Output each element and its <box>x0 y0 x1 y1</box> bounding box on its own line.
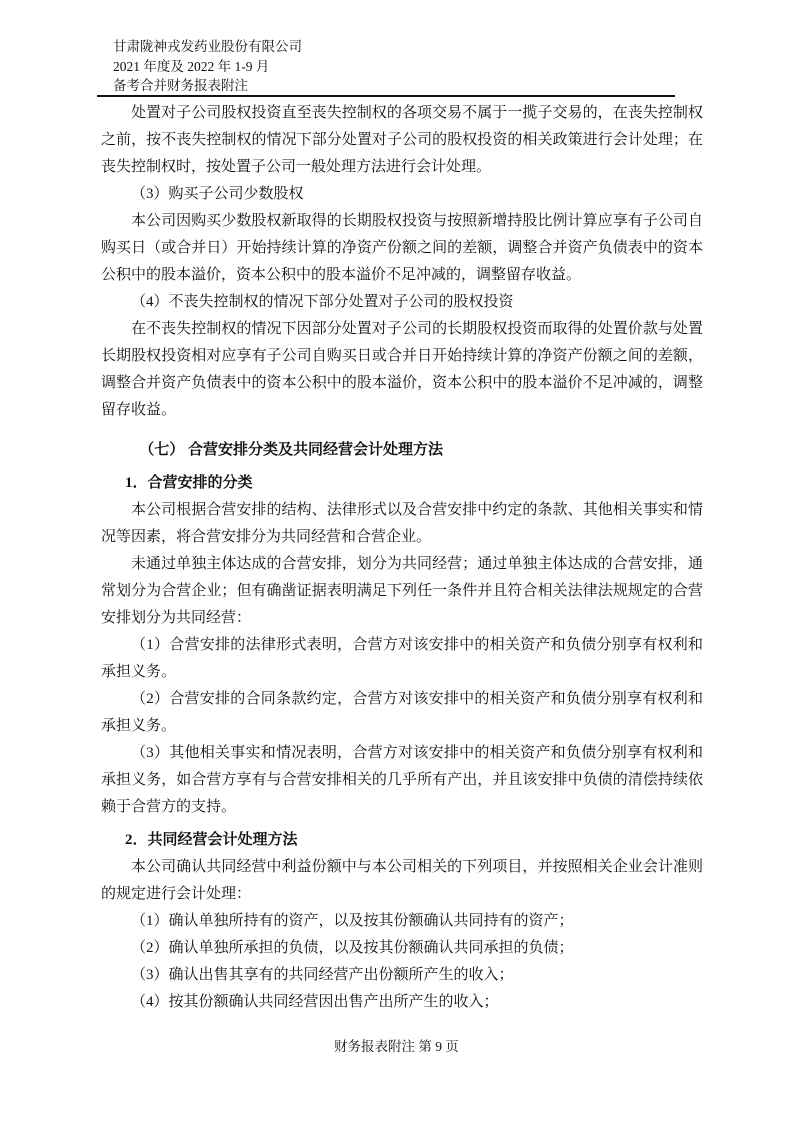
section-heading-joint-arrangement: （七） 合营安排分类及共同经营会计处理方法 <box>139 442 444 458</box>
footer-page-label: 财务报表附注 第 9 页 <box>334 1039 459 1054</box>
item-3-minority-equity-title: （3）购买子公司少数股权 <box>131 186 304 202</box>
subheading-joint-operation-accounting: 2．共同经营会计处理方法 <box>125 832 298 848</box>
document-header <box>113 37 302 96</box>
paragraph-joint-operation-intro: 本公司确认共同经营中利益份额中与本公司相关的下列项目，并按照相关企业会计准则的规定进行会计处理： <box>101 859 703 902</box>
paragraph-classification-basis: 本公司根据合营安排的结构、法律形式以及合营安排中约定的条款、其他相关事实和情况等因素，将合营安排分为共同经营和合营企业。 <box>101 502 703 545</box>
item-2-liabilities: （2）确认单独所承担的负债，以及按其份额确认共同承担的负债； <box>131 940 574 956</box>
item-4-partial-disposal-title: （4）不丧失控制权的情况下部分处置对子公司的股权投资 <box>131 294 514 310</box>
paragraph-minority-equity: 本公司因购买少数股权新取得的长期股权投资与按照新增持股比例计算应享有子公司自购买日（或合并日）开始持续计算的净资产份额之间的差额，调整合并资产负债表中的资本公积中的股本溢价，资本公积中的股本溢价不足冲减的，调整留存收益。 <box>101 213 703 283</box>
item-4-revenue-output-sale: （4）按其份额确认共同经营因出售产出所产生的收入； <box>131 994 499 1010</box>
subheading-joint-arrangement-classification: 1．合营安排的分类 <box>125 475 253 491</box>
document-body <box>101 100 703 1016</box>
paragraph-partial-disposal: 在不丧失控制权的情况下因部分处置对子公司的长期股权投资而取得的处置价款与处置长期股权投资相对应享有子公司自购买日或合并日开始持续计算的净资产份额之间的差额，调整合并资产负债表中的资本公积中的股本溢价，资本公积中的股本溢价不足冲减的，调整留存收益。 <box>101 321 703 418</box>
page-footer <box>0 1039 793 1055</box>
condition-1-legal-form: （1）合营安排的法律形式表明，合营方对该安排中的相关资产和负债分别享有权利和承担义务。 <box>101 637 703 680</box>
document-title: 备考合并财务报表附注 <box>113 78 248 93</box>
paragraph-disposal-policy: 处置对子公司股权投资直至丧失控制权的各项交易不属于一揽子交易的，在丧失控制权之前，按不丧失控制权的情况下部分处置对子公司的股权投资的相关政策进行会计处理；在丧失控制权时，按处置子公司一般处理方法进行会计处理。 <box>101 105 703 175</box>
header-divider <box>97 95 675 97</box>
paragraph-classification-rules: 未通过单独主体达成的合营安排，划分为共同经营；通过单独主体达成的合营安排，通常划分为合营企业；但有确凿证据表明满足下列任一条件并且符合相关法律法规规定的合营安排划分为共同经营： <box>101 556 703 626</box>
item-3-revenue-share-sale: （3）确认出售其享有的共同经营产出份额所产生的收入； <box>131 967 514 983</box>
item-1-assets: （1）确认单独所持有的资产，以及按其份额确认共同持有的资产； <box>131 913 574 929</box>
condition-3-other-facts: （3）其他相关事实和情况表明，合营方对该安排中的相关资产和负债分别享有权利和承担义务，如合营方享有与合营安排相关的几乎所有产出，并且该安排中负债的清偿持续依赖于合营方的支持。 <box>101 745 703 815</box>
condition-2-contract-terms: （2）合营安排的合同条款约定，合营方对该安排中的相关资产和负债分别享有权利和承担义务。 <box>101 691 703 734</box>
company-name: 甘肃陇神戎发药业股份有限公司 <box>113 39 302 54</box>
report-period: 2021 年度及 2022 年 1-9 月 <box>113 58 270 74</box>
